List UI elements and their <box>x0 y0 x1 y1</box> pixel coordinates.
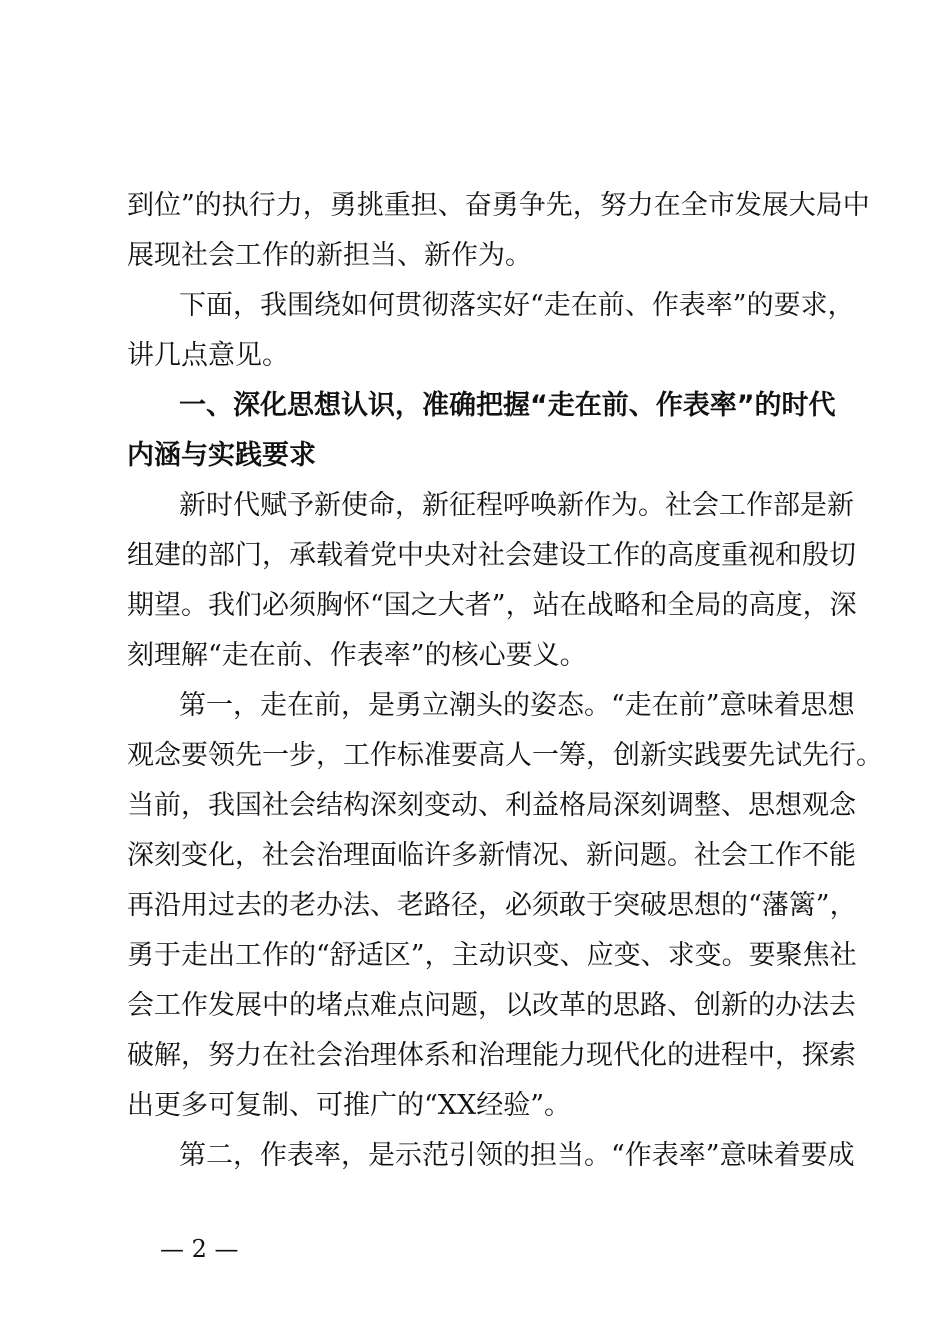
text-line: 下面，我围绕如何贯彻落实好“走在前、作表率”的要求， <box>179 290 855 321</box>
text-line: 再沿用过去的老办法、老路径，必须敢于突破思想的“藩篱”， <box>127 890 857 921</box>
text-line: 第二，作表率，是示范引领的担当。“作表率”意味着要成 <box>179 1140 855 1171</box>
text-line: 刻理解“走在前、作表率”的核心要义。 <box>127 640 587 671</box>
text-line: 勇于走出工作的“舒适区”，主动识变、应变、求变。要聚焦社 <box>127 940 857 971</box>
text-line: 期望。我们必须胸怀“国之大者”，站在战略和全局的高度，深 <box>127 590 857 621</box>
section-heading: 内涵与实践要求 <box>127 440 316 471</box>
text-line: 组建的部门，承载着党中央对社会建设工作的高度重视和殷切 <box>127 540 856 571</box>
text-line: 观念要领先一步，工作标准要高人一筹，创新实践要先试先行。 <box>127 740 883 771</box>
text-line: 当前，我国社会结构深刻变动、利益格局深刻调整、思想观念 <box>127 790 856 821</box>
text-line: 第一，走在前，是勇立潮头的姿态。“走在前”意味着思想 <box>179 690 855 721</box>
text-line: 新时代赋予新使命，新征程呼唤新作为。社会工作部是新 <box>179 490 854 521</box>
page-number: — 2 — <box>160 1235 239 1263</box>
text-line: 出更多可复制、可推广的“XX经验”。 <box>127 1090 572 1121</box>
text-line: 会工作发展中的堵点难点问题，以改革的思路、创新的办法去 <box>127 990 856 1021</box>
text-line: 到位”的执行力，勇挑重担、奋勇争先，努力在全市发展大局中 <box>127 190 870 221</box>
document-body <box>127 181 883 1181</box>
text-line: 讲几点意见。 <box>127 340 289 371</box>
text-line: 破解，努力在社会治理体系和治理能力现代化的进程中，探索 <box>127 1040 856 1071</box>
text-line: 展现社会工作的新担当、新作为。 <box>127 240 532 271</box>
text-line: 深刻变化，社会治理面临许多新情况、新问题。社会工作不能 <box>127 840 856 871</box>
section-heading: 一、深化思想认识，准确把握“走在前、作表率”的时代 <box>179 390 836 421</box>
